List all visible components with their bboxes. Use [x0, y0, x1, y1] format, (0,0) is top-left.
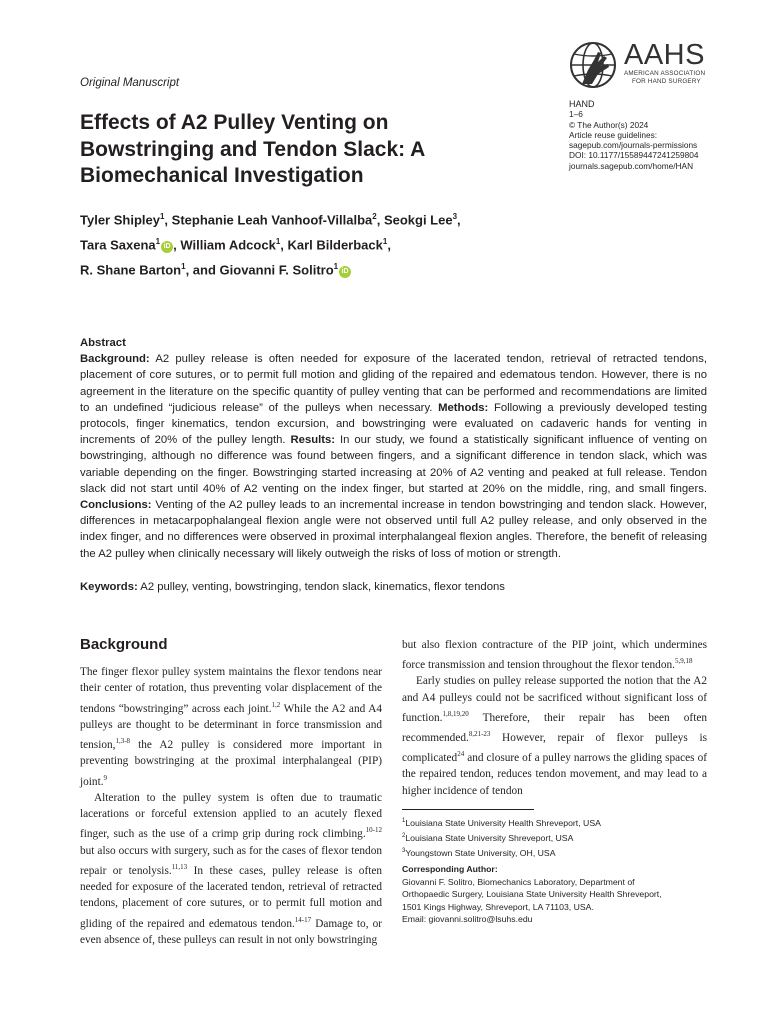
- author-name: Seokgi Lee: [383, 212, 453, 228]
- affiliation-item: $^3$Youngstown State University, OH, USA: [402, 848, 556, 859]
- author-name: Giovanni F. Solitro: [219, 261, 334, 277]
- abstract: [80, 335, 707, 562]
- author-name: William Adcock: [180, 237, 276, 253]
- results-label: Results:: [290, 434, 336, 447]
- page-range: 1–6: [569, 109, 583, 120]
- keywords: [80, 579, 707, 595]
- keywords-label: Keywords:: [80, 581, 138, 593]
- author-name: Tara Saxena: [80, 237, 156, 253]
- left-paragraphs: [80, 664, 382, 948]
- keywords-text: A2 pulley, venting, bowstringing, tendon slack, kinematics, flexor tendons: [140, 581, 505, 593]
- author-name: Stephanie Leah Vanhoof-Villalba: [171, 212, 373, 228]
- conclusions-text: Venting of the A2 pulley leads to an incremental increase in tendon bowstringing and tendon slack. However, differences in metacarpophalangeal flexion angle were not observed until full A2 pulley release, and only observed in the index finger, and no differences were observed in proximal interphalangeal flexion angles. Therefore, the benefit of releasing the A2 pulley when clinically necessary will likely outweigh the risks of loss of motion or strength.: [80, 499, 707, 560]
- author-name: Tyler Shipley: [80, 212, 160, 228]
- corresponding-line: Giovanni F. Solitro, Biomechanics Laboratory, Department of: [402, 876, 635, 887]
- author-affiliation-number: 3: [452, 212, 458, 221]
- author-affiliation-number: 1: [155, 236, 161, 246]
- conclusions-label: Conclusions:: [80, 499, 152, 512]
- journal-name: HAND: [569, 99, 595, 109]
- section-heading: Background: [80, 636, 168, 653]
- orcid-icon[interactable]: iD: [161, 241, 173, 253]
- reuse-guidelines: Article reuse guidelines:: [569, 129, 658, 140]
- author-affiliation-number: 1: [382, 236, 388, 246]
- author-name: R. Shane Barton: [80, 261, 182, 277]
- body-column-right: [402, 637, 707, 799]
- orcid-icon[interactable]: iD: [339, 266, 351, 278]
- author-name: Karl Bilderback: [287, 237, 383, 253]
- author-affiliation-number: 1: [159, 212, 165, 221]
- corresponding-line: 1501 Kings Highway, Shreveport, LA 71103, USA.: [402, 901, 594, 912]
- corresponding-line: Orthopaedic Surgery, Louisiana State University Health Shreveport,: [402, 889, 662, 899]
- corresponding-author: [402, 863, 707, 926]
- body-paragraph: Early studies on pulley release supported the notion that the A2 and A4 pulleys could not be sacrificed without significant loss of function.$^{1,8,19,20}$ Therefore, their repair has been often recommended.$^{8,21-23}$ However, repair of flexor pulleys is complicated$^{24}$ and closure of a pulley narrows the gliding spaces of the repaired tendon, reduces tendon movement, and may lead to a higher incidence of tendon: [402, 675, 707, 797]
- affiliations: [402, 815, 707, 860]
- affiliation-item: $^2$Louisiana State University Shreveport, USA: [402, 832, 574, 843]
- copyright: © The Author(s) 2024: [569, 119, 649, 130]
- body-paragraph: Alteration to the pulley system is often due to traumatic lacerations or forceful extension applied to an acutely flexed finger, such as the use of a crimp grip during rock climbing.$^{10-12}$ but also occurs with surgery, such as for the cases of flexor tendon repair or tenolysis.$^{11,13}$ In these cases, pulley release is often needed for exposure of the lacerated tendon, retrieval of retracted tendons, placement of core sutures, or to permit full motion and gliding of the repaired and edematous tendon.$^{14-17}$ Damage to, or even absence of, these pulleys can result in not only bowstringing: [80, 791, 383, 946]
- doi[interactable]: DOI: 10.1177/15589447241259804: [569, 150, 699, 161]
- right-paragraphs: [402, 637, 707, 799]
- abstract-heading: Abstract: [80, 337, 126, 349]
- article-title: Effects of A2 Pulley Venting on Bowstringing and Tendon Slack: A Biomechanical Investigation: [80, 111, 425, 187]
- body-paragraph: but also flexion contracture of the PIP joint, which undermines force transmission and tension throughout the flexor tendon.$^{5,9,18}$: [402, 639, 707, 672]
- article-category: Original Manuscript: [80, 77, 180, 89]
- affiliation-item: $^1$Louisiana State University Health Shreveport, USA: [402, 817, 601, 828]
- aahs-logo: [568, 40, 718, 96]
- author-list: Tyler Shipley$^1$, Stephanie Leah Vanhoof-Villalba$^2$, Seokgi Lee$^3$, Tara Saxena$^1$iD , William Adcock$^1$, Karl Bilderback$^1$, R. Shane Barton$^1$, and Giovanni F. Solitro$^1$iD: [80, 212, 461, 277]
- journal-info: [569, 99, 759, 171]
- author-affiliation-number: 1: [333, 261, 339, 271]
- footnote-divider: [402, 809, 534, 810]
- corresponding-email[interactable]: Email: giovanni.solitro@lsuhs.edu: [402, 914, 533, 924]
- logo-org-name: AMERICAN ASSOCIATION FOR HAND SURGERY: [624, 70, 706, 85]
- corresponding-label: Corresponding Author:: [402, 864, 498, 874]
- author-affiliation-number: 1: [181, 261, 186, 271]
- globe-hand-icon: [568, 40, 618, 90]
- methods-label: Methods:: [438, 401, 489, 414]
- author-affiliation-number: 1: [275, 236, 281, 246]
- methods-text: Following a previously developed testing protocols, finger kinematics, tendon excursion, and bowstringing were evaluated on cadaveric hands for venting in increments of 20% of the pulley length.: [80, 401, 708, 447]
- background-label: Background:: [80, 353, 150, 366]
- logo-wordmark: AAHS: [624, 39, 705, 71]
- abstract-body: [80, 351, 707, 562]
- reuse-link[interactable]: sagepub.com/journals-permissions: [569, 140, 698, 151]
- body-column-left: [80, 634, 382, 948]
- journal-link[interactable]: journals.sagepub.com/home/HAN: [569, 160, 694, 171]
- results-text: In our study, we found a statistically significant influence of venting on bowstringing, although no difference was found between fingers, and a significant difference in tendon slack, which was variable depending on the finger. Bowstringing started increasing at 20% of A2 venting and peaked at full release. Tendon slack did not start until 40% of A2 venting on the index finger, but started at 20% on the middle, ring, and small fingers.: [80, 434, 707, 495]
- author-affiliation-number: 2: [372, 212, 377, 221]
- background-text: A2 pulley release is often needed for exposure of the lacerated tendon, retrieval of retracted tendons, placement of core sutures, or to permit full motion and gliding of the repaired and edematous tendon. However, there is no agreement in the literature on the specific quantity of pulley venting that can be performed and recommendations are limited to an undefined “judicious release” of the pulleys when necessary.: [80, 353, 707, 414]
- body-paragraph: The finger flexor pulley system maintains the flexor tendons near their center of rotation, thus preventing volar displacement of the tendons “bowstringing” across each joint.$^{1,2}$ While the A2 and A4 pulleys are thought to be determinant in force transmission and tension,$^{1,3-8}$ the A2 pulley is considered more important in preventing bowstringing at the proximal interphalangeal (PIP) joint.$^9$: [80, 666, 382, 788]
